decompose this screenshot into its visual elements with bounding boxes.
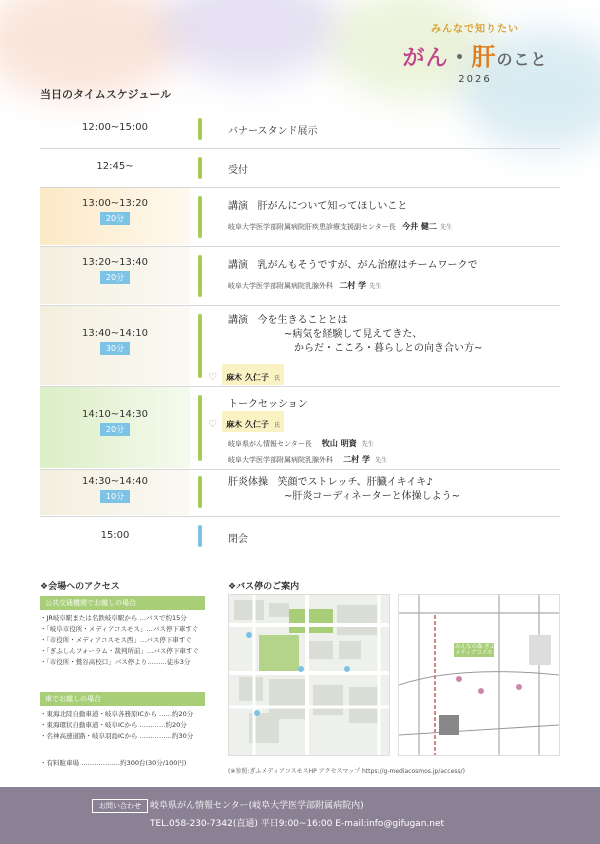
title-part: ・ (448, 46, 472, 71)
duration-badge: 20分 (100, 212, 130, 225)
speaker-line (228, 280, 560, 291)
contact-label: お問い合わせ (92, 799, 148, 813)
parking-text: 有料駐車場 ………………約300台(30分/100円) (46, 759, 187, 767)
timeline-bar (198, 157, 202, 179)
schedule-row (40, 470, 560, 517)
speaker-affiliation: 岐阜大学医学部附属病院乳腺外科 (228, 456, 333, 464)
public-transport-heading: 公共交通機関でお越しの場合 (40, 596, 205, 610)
speaker-name: 麻木 久仁子 (226, 420, 269, 429)
speaker-honorific: 氏 (273, 422, 280, 429)
venue-label: みんなの森 ぎふメディアコスモス (455, 644, 499, 656)
speaker-affiliation: 岐阜県がん情報センター長 (228, 440, 312, 448)
speaker-honorific: 先生 (440, 224, 453, 231)
session-subtitle: ~肝炎コーディネーターと体操しよう~ (284, 491, 460, 502)
session-subtitle: ~病気を経験して見えてきた、 (284, 329, 423, 340)
timeline-bar (198, 525, 202, 547)
contact-footer (0, 787, 600, 844)
timeline-bar (198, 476, 202, 508)
list-item: ・名神高速道路・岐阜羽島ICから ……………約30分 (40, 732, 194, 740)
list-item-text: 名神高速道路・岐阜羽島ICから ……………約30分 (46, 732, 194, 740)
speaker-line (208, 364, 284, 385)
session-title: バナースタンド展示 (228, 126, 318, 137)
time-slot: 12:00~15:00 (81, 122, 148, 133)
speaker-line (228, 221, 560, 232)
time-range: 13:20~13:40 (81, 257, 148, 268)
area-map (398, 594, 560, 756)
duration-badge: 30分 (100, 342, 130, 355)
schedule-table (40, 110, 560, 555)
list-item: ・「市役所・鶯谷高校口」バス停より………徒歩3分 (40, 658, 191, 666)
session-title: トークセッション (228, 399, 308, 410)
time-slot (40, 387, 190, 468)
schedule-row (40, 306, 560, 387)
time-slot: 12:45~ (96, 161, 134, 172)
timeline-bar (198, 255, 202, 297)
access-heading-text: 会場へのアクセス (48, 582, 120, 592)
title-part: がん (402, 46, 449, 71)
session-topic: 肝がんについて知ってほしいこと (257, 201, 408, 212)
bus-stop-map-graphic (229, 595, 389, 755)
schedule-row (40, 149, 560, 188)
duration-badge: 10分 (100, 490, 130, 503)
list-item-text: JR岐阜駅または名鉄岐阜駅から …バスで約15分 (46, 614, 187, 622)
session-kind: 講演 (228, 315, 248, 326)
speaker-affiliation: 岐阜大学医学部附属病院肝疾患診療支援副センター長 (228, 223, 396, 231)
speaker-name: 二村 学 (343, 455, 370, 464)
map-source-note: (※参照:ぎふメディアコスモスHP アクセスマップ https://g-mediacosmos.jp/access/) (228, 768, 465, 775)
title-part: のこと (496, 50, 548, 69)
speaker-line (208, 411, 284, 432)
parking-info: ・有料駐車場 ………………約300台(30分/100円) (40, 759, 187, 767)
bus-stop-map (228, 594, 390, 756)
session-content (228, 197, 560, 232)
session-title (228, 476, 560, 490)
time-slot (40, 247, 190, 304)
event-subtitle: みんなで知りたい (431, 24, 519, 35)
session-content (228, 314, 560, 356)
list-item-text: 「市役所・メディアコスモス西」…バス停下車すぐ (46, 636, 192, 644)
timeline-bar (198, 196, 202, 238)
list-item: ・「岐阜市役所・メディアコスモス」…バス停下車すぐ (40, 625, 199, 633)
session-content (228, 395, 560, 410)
timeline-bar (198, 314, 202, 378)
list-item-text: 東海北陸自動車道・岐阜各務原ICから ……約20分 (46, 710, 194, 718)
list-item-text: 東海環状自動車道・岐阜ICから …………約20分 (46, 721, 187, 729)
session-title (228, 256, 560, 271)
session-kind: 講演 (228, 201, 248, 212)
list-item: ・東海北陸自動車道・岐阜各務原ICから ……約20分 (40, 710, 194, 718)
list-item-text: 「市役所・鶯谷高校口」バス停より………徒歩3分 (46, 658, 191, 666)
contact-org: 岐阜県がん情報センター(岐阜大学医学部附属病院内) (150, 801, 364, 811)
timeline-bar (198, 395, 202, 461)
bus-heading (228, 579, 299, 592)
session-title (228, 314, 560, 328)
session-subtitle: からだ・こころ・暮らしとの向き合い方~ (294, 343, 483, 354)
speaker-honorific: 先生 (375, 457, 388, 464)
session-topic: 乳がんもそうですが、がん治療はチームワークで (257, 260, 478, 271)
heart-icon: ♡ (208, 372, 217, 383)
speaker-honorific: 先生 (361, 441, 374, 448)
diamond-icon: ❖ (40, 582, 49, 592)
list-item-text: 「ぎふしんフォーラム・裁判所前」…バス停下車すぐ (46, 647, 199, 655)
schedule-row (40, 517, 560, 555)
area-map-graphic (399, 595, 559, 755)
session-topic: 笑顔でストレッチ、肝臓イキイキ♪ (277, 477, 433, 488)
session-content (228, 476, 560, 504)
session-content (228, 256, 560, 291)
speaker-line (228, 447, 387, 466)
list-item: ・「市役所・メディアコスモス西」…バス停下車すぐ (40, 636, 192, 644)
speaker-affiliation: 岐阜大学医学部附属病院乳腺外科 (228, 282, 333, 290)
speaker-name: 麻木 久仁子 (226, 373, 269, 382)
duration-badge: 20分 (100, 423, 130, 436)
event-year: 2026 (458, 74, 492, 85)
schedule-heading: 当日のタイムスケジュール (40, 88, 172, 101)
diamond-icon: ❖ (228, 582, 237, 592)
schedule-row (40, 110, 560, 149)
access-heading (40, 579, 120, 592)
watercolor-decoration (0, 0, 180, 100)
watercolor-decoration (160, 0, 340, 80)
public-transport-list (40, 613, 199, 668)
time-range: 13:00~13:20 (81, 198, 148, 209)
speaker-honorific: 氏 (273, 375, 280, 382)
list-item-text: 「岐阜市役所・メディアコスモス」…バス停下車すぐ (46, 625, 199, 633)
time-slot: 15:00 (100, 530, 130, 541)
heart-icon: ♡ (208, 419, 217, 430)
list-item: ・JR岐阜駅または名鉄岐阜駅から …バスで約15分 (40, 614, 187, 622)
bus-heading-text: バス停のご案内 (236, 582, 300, 592)
time-range: 14:30~14:40 (81, 476, 148, 487)
list-item: ・「ぎふしんフォーラム・裁判所前」…バス停下車すぐ (40, 647, 199, 655)
schedule-row (40, 387, 560, 470)
car-access-heading: 車でお越しの場合 (40, 692, 205, 706)
session-kind: 肝炎体操 (228, 477, 268, 488)
session-kind: 講演 (228, 260, 248, 271)
contact-details: TEL.058-230-7342(直通) 平日9:00~16:00 E-mail:info@gifugan.net (150, 819, 445, 829)
timeline-bar (198, 118, 202, 140)
event-title-block (390, 20, 560, 85)
car-access-list (40, 709, 193, 742)
session-topic: 今を生きることとは (257, 315, 348, 326)
time-range: 14:10~14:30 (81, 409, 148, 420)
speaker-name: 牧山 明資 (321, 439, 357, 448)
speaker-name: 二村 学 (339, 281, 367, 290)
time-slot (40, 306, 190, 385)
time-slot (40, 188, 190, 245)
speaker-honorific: 先生 (369, 283, 382, 290)
time-range: 13:40~14:10 (81, 328, 148, 339)
title-part: 肝 (471, 43, 497, 71)
event-title (390, 37, 560, 72)
list-item: ・東海環状自動車道・岐阜ICから …………約20分 (40, 721, 187, 729)
session-title: 受付 (228, 165, 248, 176)
duration-badge: 20分 (100, 271, 130, 284)
session-title: 閉会 (228, 534, 248, 545)
time-slot (40, 470, 190, 515)
session-title (228, 197, 560, 212)
schedule-row (40, 188, 560, 247)
speaker-name: 今井 健二 (402, 222, 437, 231)
schedule-row (40, 247, 560, 306)
